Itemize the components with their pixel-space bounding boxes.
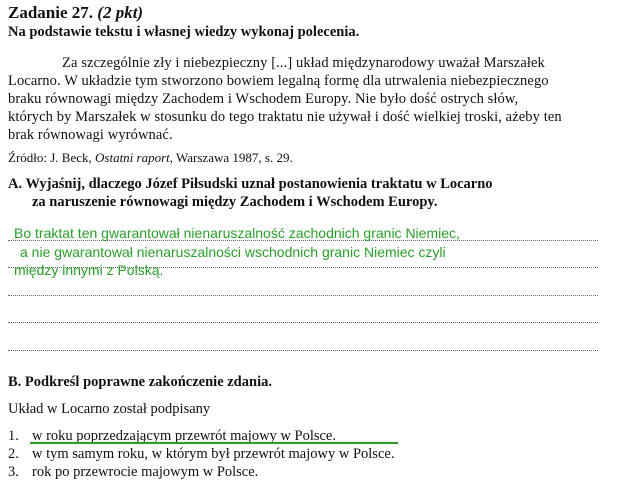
- question-b-label: B. Podkreśl poprawne zakończenie zdania.: [8, 374, 272, 390]
- task-number: Zadanie 27.: [8, 3, 94, 22]
- source-title: Ostatni raport: [95, 150, 170, 165]
- option-2[interactable]: [8, 446, 394, 463]
- source-citation: [8, 150, 293, 166]
- task-instruction: Na podstawie tekstu i własnej wiedzy wykonaj polecenia.: [8, 24, 360, 40]
- handwritten-underline: [30, 442, 398, 444]
- option-number: 1.: [8, 428, 19, 444]
- option-number: 3.: [8, 464, 19, 480]
- question-b-stem: Układ w Locarno został podpisany: [8, 401, 211, 417]
- task-points: (2 pkt): [97, 3, 144, 22]
- question-a-label: A. Wyjaśnij, dlaczego Józef Piłsudski uznał postanowienia traktatu w Locarno: [8, 176, 493, 192]
- answer-dotted-line: [8, 350, 598, 351]
- option-number: 2.: [8, 446, 19, 462]
- handwritten-answer-line: między innymi z Polską.: [14, 262, 164, 278]
- source-prefix: Źródło: J. Beck,: [8, 150, 96, 165]
- quote-line: których by Marszałek w stosunku do tego traktatu nie używał i dość wielkiej troski, ażeby ten: [8, 109, 562, 125]
- handwritten-answer-line: Bo traktat ten gwarantował nienaruszalność zachodnich granic Niemiec,: [14, 225, 460, 241]
- answer-dotted-line: [8, 322, 598, 323]
- quote-line: braku równowagi między Zachodem i Wschodem Europy. Nie było dość ostrych słów,: [8, 91, 519, 107]
- option-text: w tym samym roku, w którym był przewrót majowy w Polsce.: [32, 446, 395, 462]
- option-3[interactable]: [8, 464, 258, 481]
- source-suffix: , Warszawa 1987, s. 29.: [169, 150, 293, 165]
- task-title: [8, 3, 143, 23]
- quote-line: Locarno. W układzie tym stworzono bowiem legalną formę dla utrwalenia niebezpiecznego: [8, 73, 549, 89]
- quote-line: brak równowagi wyrównać.: [8, 127, 173, 143]
- handwritten-answer-line: a nie gwarantował nienaruszalności wschodnich granic Niemiec czyli: [20, 244, 446, 260]
- question-a-label-cont: za naruszenie równowagi między Zachodem i Wschodem Europy.: [32, 194, 438, 210]
- option-text: w roku poprzedzającym przewrót majowy w Polsce.: [32, 428, 336, 444]
- answer-dotted-line: [8, 295, 598, 296]
- option-text: rok po przewrocie majowym w Polsce.: [32, 464, 259, 480]
- quote-line: Za szczególnie zły i niebezpieczny [...] układ międzynarodowy uważał Marszałek: [62, 55, 545, 71]
